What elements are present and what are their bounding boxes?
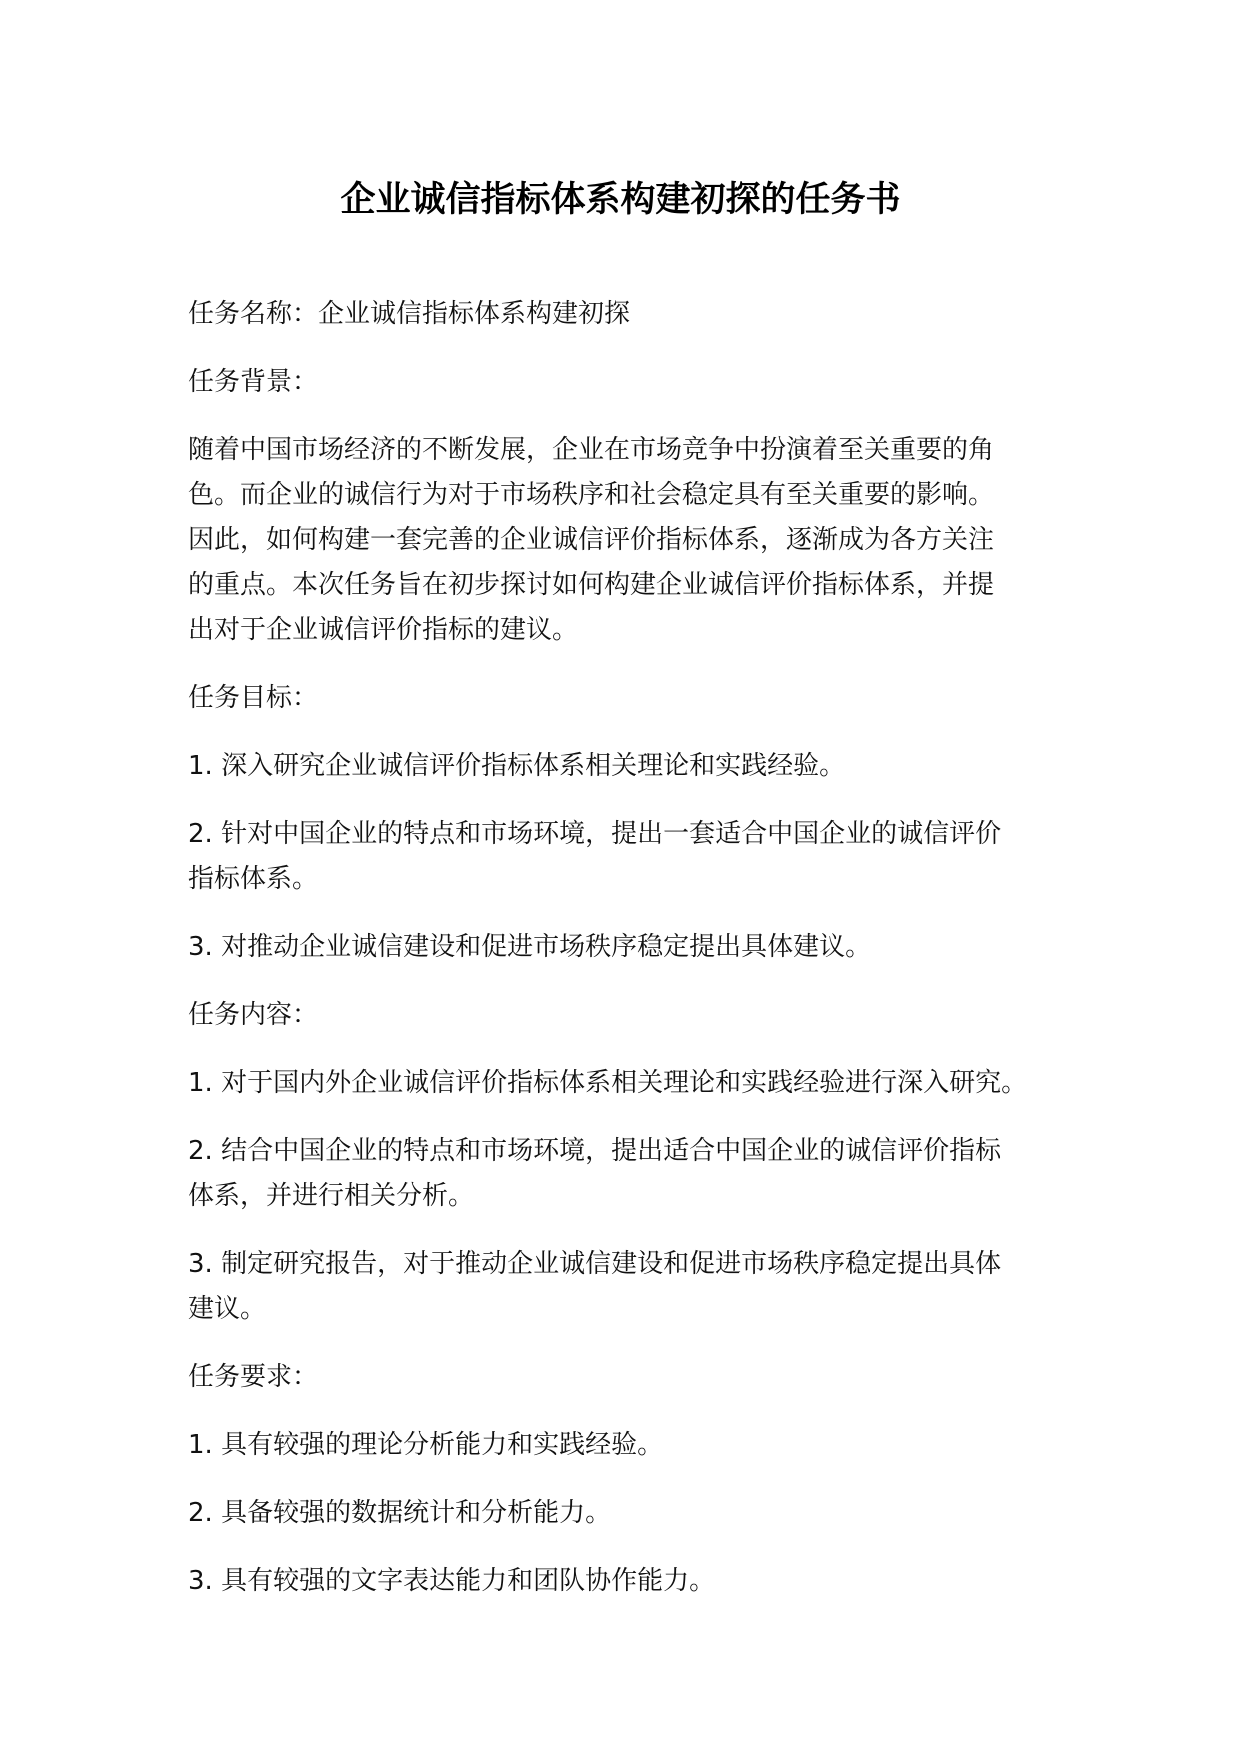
content-line: 3. 制定研究报告，对于推动企业诚信建设和促进市场秩序稳定提出具体 [188,1249,1002,1279]
objective-item [188,744,1088,789]
background-line: 色。而企业的诚信行为对于市场秩序和社会稳定具有至关重要的影响。 [188,480,995,510]
background-line: 随着中国市场经济的不断发展，企业在市场竞争中扮演着至关重要的角 [188,435,995,465]
background-paragraph [188,428,1088,653]
requirement-item [188,1423,1088,1468]
content-line: 体系，并进行相关分析。 [188,1181,475,1211]
objective-line: 2. 针对中国企业的特点和市场环境，提出一套适合中国企业的诚信评价 [188,819,1002,849]
content-line: 建议。 [188,1294,267,1324]
task-name: 任务名称：企业诚信指标体系构建初探 [188,299,631,329]
document-title: 企业诚信指标体系构建初探的任务书 [340,180,901,220]
background-line: 的重点。本次任务旨在初步探讨如何构建企业诚信评价指标体系，并提 [188,570,995,600]
requirement-item [188,1491,1088,1536]
content-item [188,1242,1088,1332]
content-line: 2. 结合中国企业的特点和市场环境，提出适合中国企业的诚信评价指标 [188,1136,1002,1166]
content-item [188,1061,1088,1106]
background-heading: 任务背景： [188,367,319,397]
document-body [188,292,1088,1627]
requirement-line: 1. 具有较强的理论分析能力和实践经验。 [188,1430,664,1460]
objective-item [188,925,1088,970]
objective-line: 1. 深入研究企业诚信评价指标体系相关理论和实践经验。 [188,751,846,781]
background-line: 因此，如何构建一套完善的企业诚信评价指标体系，逐渐成为各方关注 [188,525,995,555]
objective-line: 指标体系。 [188,864,319,894]
background-line: 出对于企业诚信评价指标的建议。 [188,615,579,645]
content-heading: 任务内容： [188,1000,319,1030]
requirement-item [188,1559,1088,1604]
objective-item [188,812,1088,902]
objective-line: 3. 对推动企业诚信建设和促进市场秩序稳定提出具体建议。 [188,932,872,962]
requirement-line: 3. 具有较强的文字表达能力和团队协作能力。 [188,1566,716,1596]
objectives-heading: 任务目标： [188,683,319,713]
content-item [188,1129,1088,1219]
requirement-line: 2. 具备较强的数据统计和分析能力。 [188,1498,612,1528]
requirements-heading: 任务要求： [188,1362,319,1392]
content-line: 1. 对于国内外企业诚信评价指标体系相关理论和实践经验进行深入研究。 [188,1068,1028,1098]
